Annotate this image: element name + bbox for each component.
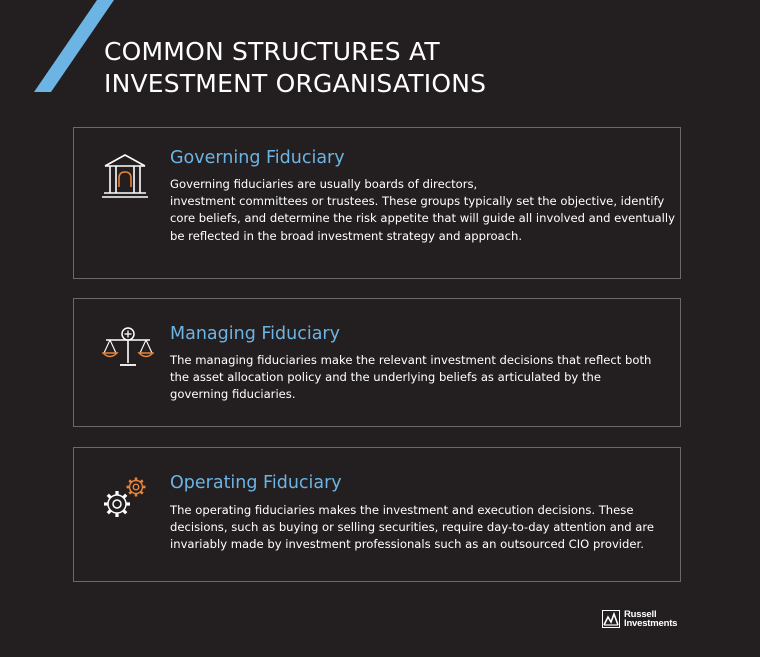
balance-scale-icon (102, 327, 154, 369)
card-description-line: investment committees or trustees. These groups typically set the objective, identify (170, 194, 665, 209)
card-description-line: The managing fiduciaries make the relevant investment decisions that reflect both (170, 353, 652, 367)
logo-line-1: Russell (624, 609, 657, 620)
card-description-line: decisions, such as buying or selling securities, require day-to-day attention and are (170, 520, 655, 535)
card-description-line: governing fiduciaries. (170, 387, 296, 402)
gears-icon (102, 476, 150, 522)
accent-stripe-shape (34, 0, 114, 92)
governing-fiduciary-card (73, 127, 681, 279)
page-title (104, 36, 486, 100)
card-title: Managing Fiduciary (170, 324, 340, 344)
card-description-line: The operating fiduciaries makes the investment and execution decisions. These (170, 503, 634, 517)
logo-wordmark (624, 610, 677, 628)
card-description-line: be reflected in the broad investment strategy and approach. (170, 228, 523, 243)
operating-fiduciary-card (73, 447, 681, 582)
card-description (170, 352, 660, 404)
institution-building-icon (102, 153, 148, 201)
russell-logo-mark-icon (602, 610, 620, 628)
card-description-line: Governing fiduciaries are usually boards of directors, (170, 177, 478, 191)
card-description-line: core beliefs, and determine the risk appetite that will guide all involved and eventually (170, 211, 675, 226)
managing-fiduciary-card (73, 298, 681, 427)
card-title: Operating Fiduciary (170, 473, 342, 493)
card-title: Governing Fiduciary (170, 148, 345, 168)
page-title-line-1: COMMON STRUCTURES AT (104, 37, 440, 66)
russell-investments-logo (602, 610, 677, 628)
card-description (170, 502, 660, 554)
logo-line-2: Investments (624, 618, 678, 629)
card-description-line: invariably made by investment professionals such as an outsourced CIO provider. (170, 537, 644, 552)
card-description (170, 176, 675, 245)
card-description-line: the asset allocation policy and the underlying beliefs as articulated by the (170, 370, 601, 385)
accent-stripe (0, 0, 120, 100)
page-title-line-2: INVESTMENT ORGANISATIONS (104, 69, 487, 98)
